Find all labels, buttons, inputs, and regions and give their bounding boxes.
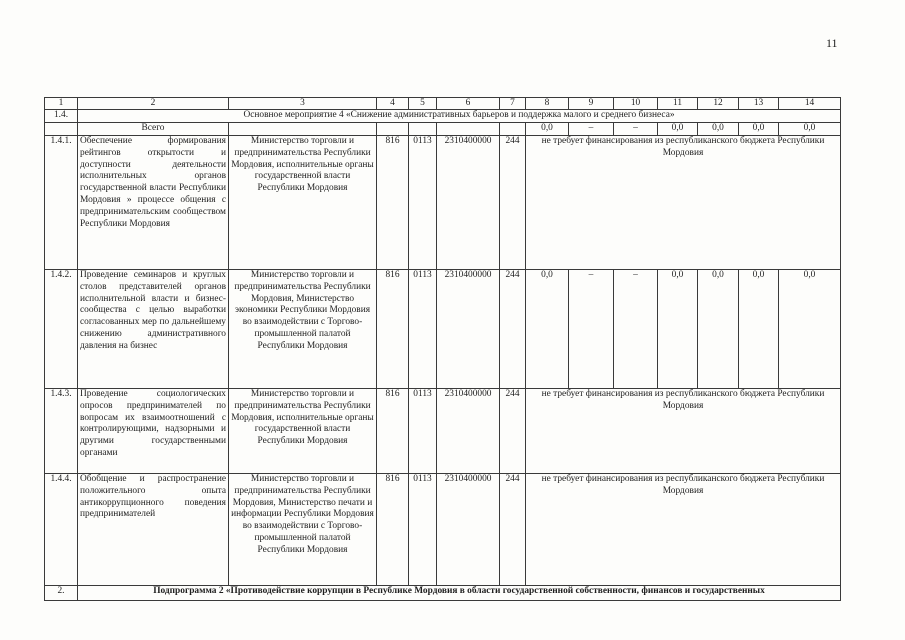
executor: Министерство торговли и предпринимательства Республики Мордовия, исполнительные органы государственной власти Республики Мордовия [229, 389, 377, 474]
table-row [45, 270, 841, 389]
header-cell: 5 [409, 98, 437, 110]
rzpr-code: 0113 [409, 136, 437, 270]
header-cell: 1 [45, 98, 78, 110]
column-number-row [45, 98, 841, 110]
rzpr-code: 0113 [409, 389, 437, 474]
vr-code: 244 [500, 389, 526, 474]
header-cell: 9 [569, 98, 614, 110]
table-row [45, 136, 841, 270]
funding-value: 0,0 [779, 270, 841, 389]
total-value: – [614, 123, 658, 136]
rzpr-code: 0113 [409, 270, 437, 389]
program-table [44, 97, 841, 601]
section-title-text: Подпрограмма 2 «Противодействие коррупции в Республике Мордовия в области государственной собственности, финансов и государственных [153, 586, 765, 596]
header-cell: 3 [229, 98, 377, 110]
header-cell: 8 [526, 98, 569, 110]
header-cell: 4 [377, 98, 409, 110]
header-cell: 13 [739, 98, 779, 110]
csr-code: 2310400000 [437, 389, 500, 474]
section-title [78, 586, 841, 601]
measure-name: Обобщение и распространение положительного опыта антикоррупционного поведения предпринимателей [78, 474, 229, 586]
total-row [45, 123, 841, 136]
header-cell: 2 [78, 98, 229, 110]
funding-value: – [569, 270, 614, 389]
section-row-1-4 [45, 110, 841, 123]
csr-code: 2310400000 [437, 270, 500, 389]
executor: Министерство торговли и предпринимательства Республики Мордовия, Министерство экономики Республики Мордовия во взаимодействии с Торгово-промышленной палатой Республики Мордовия [229, 270, 377, 389]
total-value: 0,0 [698, 123, 739, 136]
rzpr-code: 0113 [409, 474, 437, 586]
no-funding-note: не требует финансирования из республиканского бюджета Республики Мордовия [526, 474, 841, 586]
table-row [45, 389, 841, 474]
page-number: 11 [826, 36, 838, 50]
csr-code: 2310400000 [437, 474, 500, 586]
grbs-code: 816 [377, 136, 409, 270]
funding-value: 0,0 [698, 270, 739, 389]
table-row [45, 474, 841, 586]
csr-code: 2310400000 [437, 136, 500, 270]
row-number: 1.4.2. [45, 270, 78, 389]
total-value: 0,0 [526, 123, 569, 136]
measure-name: Проведение социологических опросов предпринимателей по вопросам их взаимоотношений с контролирующими, надзорными и другими государственными органами [78, 389, 229, 474]
measure-name: Обеспечение формирования рейтингов открытости и доступности деятельности исполнительных органов государственной власти Республики Мордовия » процессе общения с предпринимательским сообществом Республики Мордовия [78, 136, 229, 270]
header-cell: 7 [500, 98, 526, 110]
vr-code: 244 [500, 270, 526, 389]
header-cell: 12 [698, 98, 739, 110]
no-funding-note: не требует финансирования из республиканского бюджета Республики Мордовия [526, 389, 841, 474]
header-cell: 14 [779, 98, 841, 110]
total-value: 0,0 [658, 123, 698, 136]
total-value: 0,0 [739, 123, 779, 136]
total-value: 0,0 [779, 123, 841, 136]
funding-value: – [614, 270, 658, 389]
total-label: Всего [78, 123, 229, 136]
vr-code: 244 [500, 474, 526, 586]
header-cell: 6 [437, 98, 500, 110]
executor: Министерство торговли и предпринимательства Республики Мордовия, Министерство печати и информации Республики Мордовия во взаимодействии с Торгово-промышленной палатой Республики Мордовия [229, 474, 377, 586]
section-title-text: Основное мероприятие 4 «Снижение административных барьеров и поддержка малого и среднего бизнеса» [243, 110, 675, 120]
row-number: 1.4.3. [45, 389, 78, 474]
funding-value: 0,0 [658, 270, 698, 389]
section-row-2 [45, 586, 841, 601]
header-cell: 11 [658, 98, 698, 110]
section-number: 2. [45, 586, 78, 601]
row-number: 1.4.1. [45, 136, 78, 270]
grbs-code: 816 [377, 389, 409, 474]
grbs-code: 816 [377, 270, 409, 389]
measure-name: Проведение семинаров и круглых столов представителей органов исполнительной власти и бизнес-сообщества с целью выработки согласованных мер по дальнейшему снижению административного давления на бизнес [78, 270, 229, 389]
funding-value: 0,0 [739, 270, 779, 389]
funding-value: 0,0 [526, 270, 569, 389]
section-number: 1.4. [45, 110, 78, 123]
section-title [78, 110, 841, 123]
row-number: 1.4.4. [45, 474, 78, 586]
no-funding-note: не требует финансирования из республиканского бюджета Республики Мордовия [526, 136, 841, 270]
vr-code: 244 [500, 136, 526, 270]
header-cell: 10 [614, 98, 658, 110]
grbs-code: 816 [377, 474, 409, 586]
executor: Министерство торговли и предпринимательства Республики Мордовия, исполнительные органы государственной власти Республики Мордовия [229, 136, 377, 270]
total-value: – [569, 123, 614, 136]
